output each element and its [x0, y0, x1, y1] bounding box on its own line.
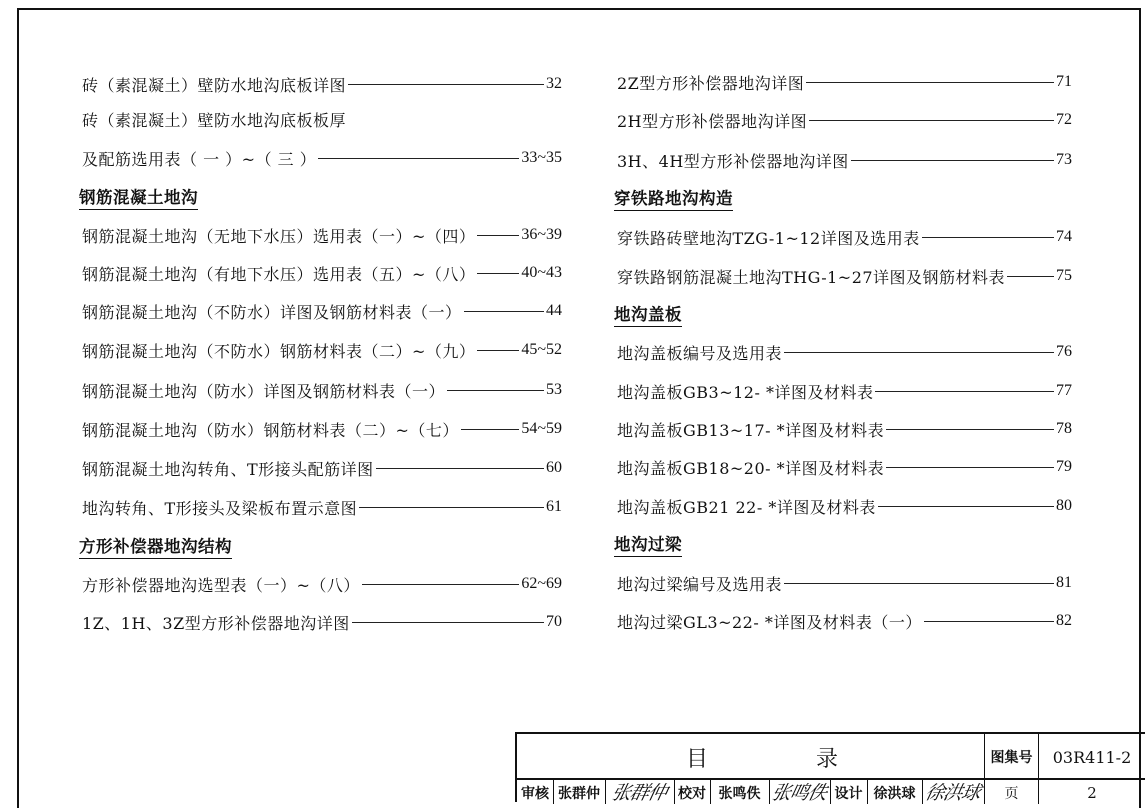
checker-name: 张鸣佚 — [718, 786, 761, 802]
atlas-label: 图集号 — [990, 750, 1033, 766]
toc-leader-line — [924, 621, 1054, 622]
toc-entry — [617, 455, 1072, 479]
toc-leader-line — [878, 506, 1054, 507]
toc-entry-page: 62~69 — [521, 575, 562, 592]
toc-leader-line — [348, 84, 544, 85]
toc-entry — [617, 70, 1072, 94]
toc-entry-title: 地沟过梁编号及选用表 — [617, 574, 783, 594]
toc-entry-page: 78 — [1056, 420, 1072, 437]
title-char-1: 目 — [685, 746, 708, 772]
toc-entry-page: 79 — [1056, 458, 1072, 475]
toc-entry-title: 砖（素混凝土）壁防水地沟底板板厚 — [82, 110, 347, 130]
toc-entry-page: 32 — [546, 75, 562, 92]
toc-entry-title: 地沟过梁GL3~22- *详图及材料表（一） — [617, 612, 922, 632]
toc-entry — [617, 264, 1072, 288]
toc-entry — [617, 609, 1072, 633]
toc-entry-page: 77 — [1056, 382, 1072, 399]
toc-entry — [617, 494, 1072, 518]
title-block — [515, 732, 1145, 802]
toc-leader-line — [461, 429, 519, 430]
toc-section-heading: 地沟过梁 — [614, 531, 682, 557]
toc-leader-line — [784, 583, 1054, 584]
checker-signature: 张鸣佚 — [769, 781, 829, 804]
toc-entry-page: 44 — [546, 302, 562, 319]
toc-entry-title: 地沟盖板GB3~12- *详图及材料表 — [617, 382, 874, 402]
toc-entry-page: 82 — [1056, 612, 1072, 629]
design-label: 设计 — [834, 786, 863, 802]
toc-leader-line — [809, 120, 1054, 121]
toc-entry — [82, 572, 562, 596]
toc-entry — [617, 340, 1072, 364]
toc-leader-line — [477, 273, 519, 274]
toc-leader-line — [886, 429, 1054, 430]
toc-entry-title: 钢筋混凝土地沟（无地下水压）选用表（一）~（四） — [82, 226, 476, 246]
designer-name: 徐洪球 — [873, 786, 916, 802]
toc-entry-title: 钢筋混凝土地沟（防水）钢筋材料表（二）~（七） — [82, 420, 459, 440]
toc-entry — [82, 378, 562, 402]
toc-entry-page: 76 — [1056, 343, 1072, 360]
toc-entry-page: 70 — [546, 613, 562, 630]
toc-entry — [82, 261, 562, 285]
toc-entry-title: 地沟盖板GB13~17- *详图及材料表 — [617, 420, 885, 440]
reviewer-signature: 张群仲 — [609, 781, 669, 804]
toc-entry — [82, 107, 346, 131]
toc-leader-line — [806, 82, 1054, 83]
toc-leader-line — [886, 467, 1054, 468]
toc-entry-title: 钢筋混凝土地沟（有地下水压）选用表（五）~（八） — [82, 264, 476, 284]
toc-entry-page: 81 — [1056, 574, 1072, 591]
toc-entry-title: 1Z、1H、3Z型方形补偿器地沟详图 — [82, 613, 350, 633]
toc-entry — [617, 108, 1072, 132]
toc-entry — [82, 495, 562, 519]
review-label: 审核 — [521, 786, 549, 802]
toc-entry-page: 75 — [1056, 267, 1072, 284]
check-label: 校对 — [678, 786, 706, 802]
toc-entry-title: 地沟盖板GB21 22- *详图及材料表 — [617, 497, 876, 517]
toc-entry-title: 砖（素混凝土）壁防水地沟底板详图 — [82, 75, 347, 95]
toc-entry-title: 及配筋选用表（ 一 ）~（ 三 ） — [82, 149, 317, 169]
title-char-2: 录 — [815, 746, 838, 772]
toc-leader-line — [784, 352, 1054, 353]
toc-entry-title: 方形补偿器地沟选型表（一）~（八） — [82, 575, 360, 595]
atlas-number: 03R411-2 — [1052, 747, 1132, 767]
toc-entry-page: 54~59 — [521, 420, 562, 437]
toc-section-heading: 钢筋混凝土地沟 — [79, 184, 198, 210]
toc-leader-line — [875, 391, 1054, 392]
toc-leader-line — [477, 235, 519, 236]
toc-section-heading: 方形补偿器地沟结构 — [79, 533, 232, 559]
toc-entry-title: 钢筋混凝土地沟（防水）详图及钢筋材料表（一） — [82, 381, 446, 401]
toc-entry-title: 地沟转角、T形接头及梁板布置示意图 — [82, 498, 358, 518]
toc-entry-title: 穿铁路钢筋混凝土地沟THG-1~27详图及钢筋材料表 — [617, 267, 1006, 287]
toc-entry — [82, 223, 562, 247]
designer-signature: 徐洪球 — [923, 781, 983, 804]
toc-entry-title: 钢筋混凝土地沟转角、T形接头配筋详图 — [82, 459, 374, 479]
toc-leader-line — [851, 160, 1054, 161]
toc-entry — [617, 379, 1072, 403]
toc-entry-page: 36~39 — [521, 226, 562, 243]
toc-leader-line — [1007, 276, 1054, 277]
toc-entry-page: 71 — [1056, 73, 1072, 90]
toc-leader-line — [376, 468, 544, 469]
reviewer-name: 张群仲 — [558, 786, 600, 802]
toc-entry — [617, 417, 1072, 441]
toc-entry — [82, 299, 562, 323]
toc-section-heading: 穿铁路地沟构造 — [614, 185, 733, 211]
toc-entry — [82, 146, 562, 170]
toc-leader-line — [352, 622, 544, 623]
toc-entry-page: 74 — [1056, 228, 1072, 245]
toc-entry-title: 钢筋混凝土地沟（不防水）钢筋材料表（二）~（九） — [82, 341, 476, 361]
toc-entry-title: 2Z型方形补偿器地沟详图 — [617, 73, 805, 93]
toc-entry-title: 钢筋混凝土地沟（不防水）详图及钢筋材料表（一） — [82, 302, 462, 322]
toc-leader-line — [318, 158, 519, 159]
toc-entry-title: 穿铁路砖壁地沟TZG-1~12详图及选用表 — [617, 228, 920, 248]
toc-leader-line — [464, 311, 544, 312]
toc-section-heading: 地沟盖板 — [614, 301, 682, 327]
toc-entry — [617, 148, 1072, 172]
toc-entry-page: 33~35 — [521, 149, 562, 166]
toc-entry — [82, 456, 562, 480]
toc-entry-page: 60 — [546, 459, 562, 476]
toc-entry-page: 61 — [546, 498, 562, 515]
toc-leader-line — [477, 350, 519, 351]
toc-entry — [82, 338, 562, 362]
toc-entry-title: 3H、4H型方形补偿器地沟详图 — [617, 151, 849, 171]
toc-entry — [617, 571, 1072, 595]
toc-entry — [82, 610, 562, 634]
toc-leader-line — [922, 237, 1054, 238]
toc-leader-line — [447, 390, 544, 391]
toc-entry-page: 53 — [546, 381, 562, 398]
toc-entry-page: 73 — [1056, 151, 1072, 168]
toc-entry-page: 80 — [1056, 497, 1072, 514]
toc-entry-page: 72 — [1056, 111, 1072, 128]
toc-entry-page: 45~52 — [521, 341, 562, 358]
toc-entry-title: 2H型方形补偿器地沟详图 — [617, 111, 808, 131]
toc-entry — [82, 417, 562, 441]
page-label: 页 — [1004, 786, 1019, 802]
page-number: 2 — [1087, 784, 1097, 802]
toc-entry-page: 40~43 — [521, 264, 562, 281]
toc-entry — [617, 225, 1072, 249]
toc-leader-line — [362, 584, 519, 585]
toc-entry-title: 地沟盖板编号及选用表 — [617, 343, 783, 363]
toc-entry — [82, 72, 562, 96]
toc-entry-title: 地沟盖板GB18~20- *详图及材料表 — [617, 458, 885, 478]
toc-leader-line — [359, 507, 544, 508]
